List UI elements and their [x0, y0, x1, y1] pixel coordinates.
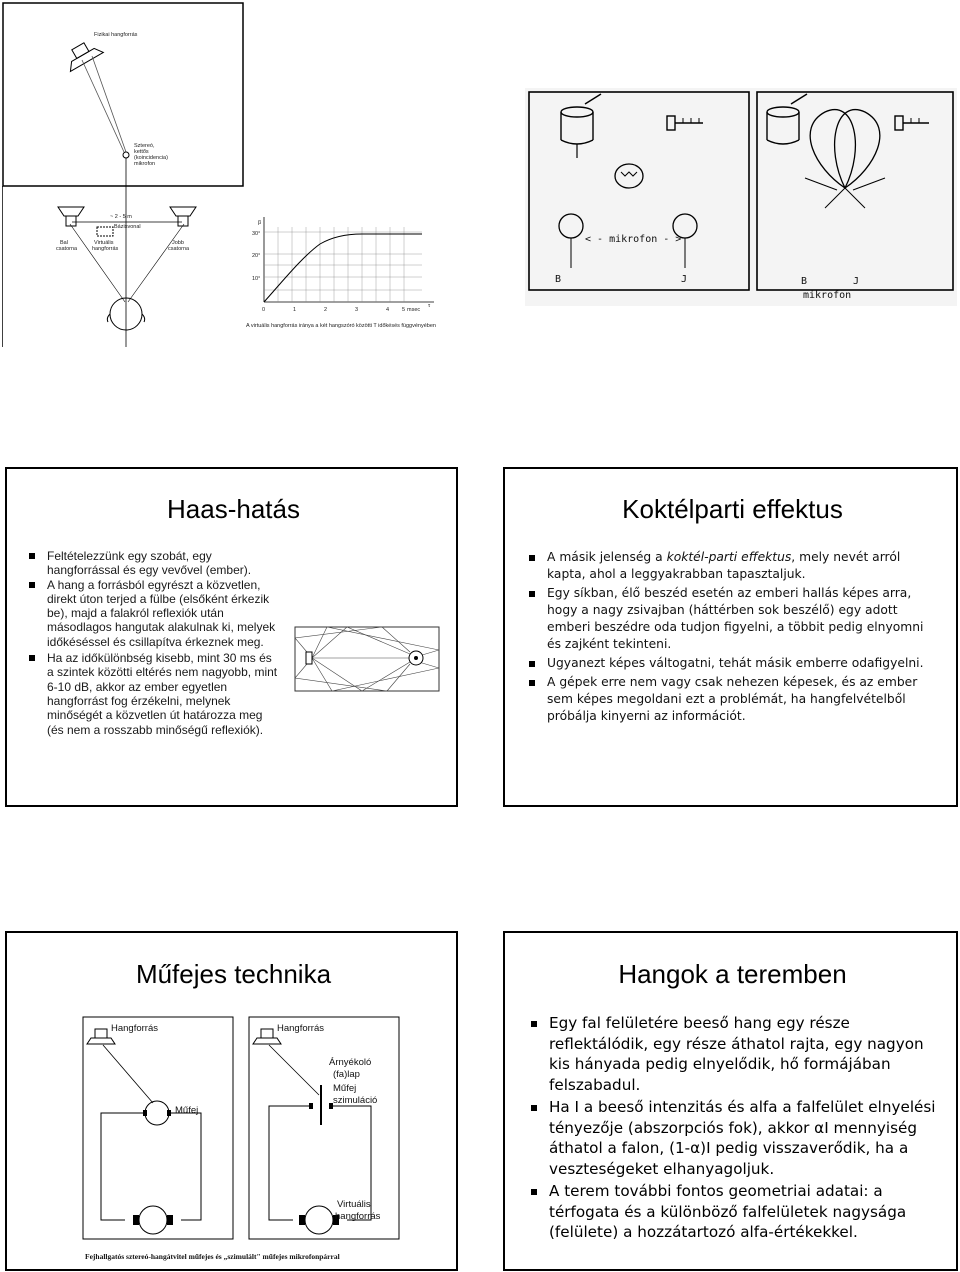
dummy-head-icon — [143, 1101, 171, 1125]
left-channel-label — [56, 240, 78, 252]
right-speaker-icon — [170, 207, 196, 226]
graph-caption: A virtuális hangforrás iránya a két hangszóró közötti T időkésés függvényében — [246, 323, 436, 329]
svg-text:mikrofon: mikrofon — [134, 161, 156, 167]
virtual-source-label — [335, 1199, 381, 1222]
svg-text:kettős: kettős — [134, 149, 149, 155]
svg-text:β: β — [258, 220, 262, 226]
svg-text:msec: msec — [407, 307, 421, 313]
listener-icon — [409, 651, 423, 665]
distance-label: ~ 2 - 5 m — [110, 214, 132, 220]
koktel-title: Koktélparti effektus — [622, 494, 843, 524]
svg-text:csatorna: csatorna — [56, 246, 78, 252]
hangok-bullet-list — [531, 1013, 941, 1243]
mic-label: < - mikrofon - > — [585, 234, 682, 245]
svg-text:4: 4 — [386, 307, 390, 313]
svg-text:Sztereó,: Sztereó, — [134, 143, 155, 149]
svg-text:(koincidencia): (koincidencia) — [134, 155, 168, 161]
svg-text:5: 5 — [402, 307, 406, 313]
hangok-title: Hangok a teremben — [618, 959, 847, 989]
source-right-label: Hangforrás — [277, 1023, 324, 1034]
svg-text:τ: τ — [428, 303, 431, 309]
mic-right-label: mikrofon — [803, 290, 852, 301]
haas-bullet-2: A hang a forrásból egyrészt a közvetlen, direkt úton terjed a fülbe (elsőként érkezik be), majd a falakról reflexiók után másodlagos hangutak alakulnak ki, melyek időkéséssel és csillapítva érkeznek meg. — [29, 578, 279, 649]
haas-bullet-list — [29, 549, 279, 737]
koktel-bullet-3: Ugyanezt képes váltogatni, tehát másik emberre odafigyelni. — [529, 655, 939, 672]
svg-text:hangforrás: hangforrás — [92, 246, 119, 252]
mufej-slide — [5, 931, 458, 1271]
room-reflection-diagram — [292, 624, 442, 694]
j-label: J — [681, 274, 688, 285]
svg-text:1: 1 — [293, 307, 297, 313]
svg-text:2: 2 — [324, 307, 328, 313]
svg-text:szimuláció: szimuláció — [333, 1095, 378, 1106]
mufej-caption: Fejhallgatós sztereó-hangátvitel műfejes és „szimulált" műfejes mikrofonpárral — [85, 1252, 340, 1261]
plate-label: (fa)lap — [333, 1069, 360, 1080]
hangok-bullet-1: Egy fal felületére beeső hang egy része reflektálódik, egy része áthatol rajta, egy nagyon kis hányada pedig elnyelődik, hő formájában felszabadul. — [531, 1013, 941, 1095]
mic-pattern-figure — [525, 88, 957, 306]
koktel-bullet-2: Egy síkban, élő beszéd esetén az emberi hallás képes arra, hogy a nagy zsivajban (háttérben sok beszélő) egy adott emberi beszédre oda tudjon figyelni, a többit pedig elnyomni és zajként tekinteni. — [529, 585, 939, 653]
virtual-source-label — [92, 240, 119, 252]
koktel-bullet-list — [529, 549, 939, 727]
svg-text:csatorna: csatorna — [168, 246, 190, 252]
hangok-bullet-2: Ha I a beeső intenzitás és alfa a falfelület elnyelési tényezője (abszorpciós fok), akkor αI mennyiség áthatol a falon, (1-α)I pedig visszaverődik, ha a veszteségeket elhanyagoljuk. — [531, 1097, 941, 1179]
mufej-title: Műfejes technika — [135, 959, 332, 989]
svg-text:10°: 10° — [252, 276, 261, 282]
j-right-label: J — [853, 276, 860, 287]
koktel-slide — [503, 467, 958, 807]
svg-text:Jobb: Jobb — [172, 240, 184, 246]
b-label: B — [555, 274, 562, 285]
svg-text:Bal: Bal — [60, 240, 68, 246]
hangok-bullet-3: A terem további fontos geometriai adatai: a térfogata és a különböző falfelületek nagysága (felülete) a hozzátartozó alfa-értékekkel. — [531, 1181, 941, 1243]
svg-text:0: 0 — [262, 307, 266, 313]
svg-text:3: 3 — [355, 307, 359, 313]
koktel-bullet-4: A gépek erre nem vagy csak nehezen képesek, és az ember sem képes megoldani ezt a problémát, ha hangfelvételből próbálja kinyerni az információt. — [529, 674, 939, 725]
delay-angle-graph — [246, 217, 436, 329]
svg-text:Virtuális: Virtuális — [337, 1199, 371, 1210]
left-speaker-icon — [58, 207, 84, 226]
svg-text:Virtuális: Virtuális — [94, 240, 114, 246]
stereo-mic-icon — [123, 152, 129, 158]
koktel-bullet-1: A másik jelenség a koktél-parti effektus, mely nevét arról kapta, ahol a leggyakrabban tapasztaljuk. — [529, 549, 939, 583]
haas-slide — [5, 467, 458, 807]
stereo-figure — [2, 2, 457, 347]
haas-title: Haas-hatás — [167, 494, 300, 524]
source-speaker-icon — [306, 652, 312, 664]
physical-speaker-label: Fizikai hangforrás — [94, 32, 138, 38]
listener-left-icon — [133, 1206, 173, 1234]
source-left-label: Hangforrás — [111, 1023, 158, 1034]
stereo-mic-label — [134, 143, 168, 167]
svg-text:20°: 20° — [252, 253, 261, 259]
b-right-label: B — [801, 276, 808, 287]
svg-text:30°: 30° — [252, 231, 261, 237]
virtual-speaker-icon — [97, 227, 113, 236]
koktel-emphasis: koktél-parti effektus — [666, 550, 792, 564]
dummy-head-figure — [81, 1015, 401, 1267]
shade-label: Árnyékoló — [329, 1057, 372, 1068]
baseline-label: Bázisvonal — [114, 224, 141, 230]
haas-bullet-3: Ha az időkülönbség kisebb, mint 30 ms és a szintek közötti eltérés nem nagyobb, mint 6-10 dB, akkor az ember egyetlen hangforrást fog érzékelni, melynek minőségét a közvetlen út határozza meg (és nem a rosszabb minőségű reflexiók). — [29, 651, 279, 737]
listener-right-icon — [299, 1206, 339, 1234]
svg-text:hangforrás: hangforrás — [335, 1211, 381, 1222]
mic-a-icon — [309, 1103, 313, 1109]
head-label: Műfej — [175, 1105, 199, 1116]
hangok-slide — [503, 931, 958, 1271]
head-sim-label: Műfej — [333, 1083, 357, 1094]
physical-speaker-icon — [61, 37, 103, 72]
haas-bullet-1: Feltételezzünk egy szobát, egy hangforrással és egy vevővel (ember). — [29, 549, 279, 578]
